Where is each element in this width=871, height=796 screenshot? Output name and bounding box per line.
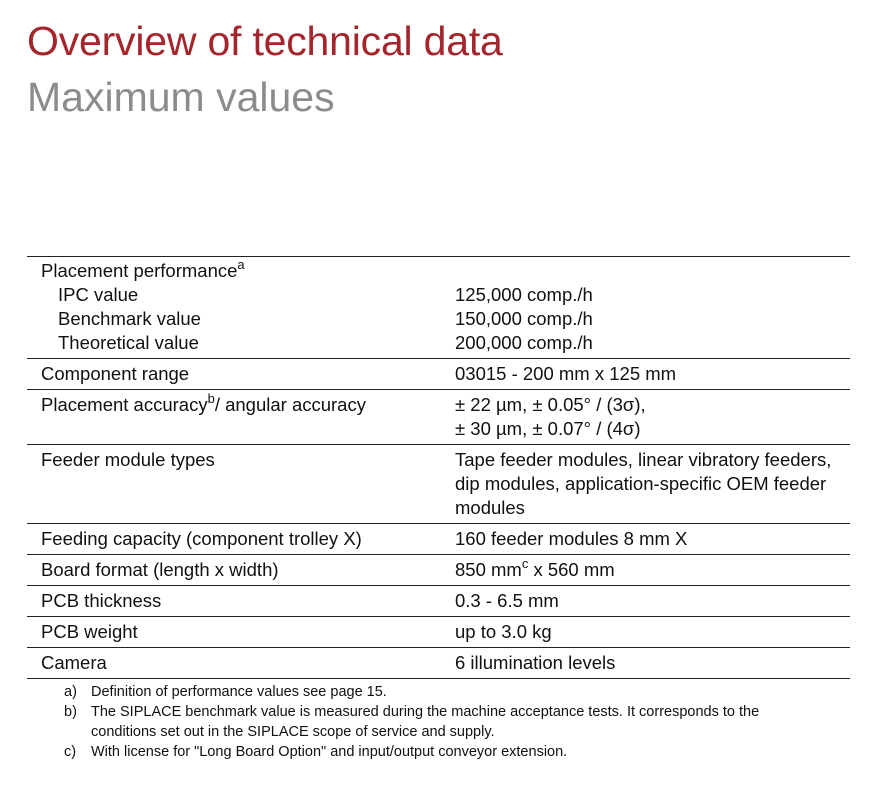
- spec-label-suffix: / angular accuracy: [214, 394, 366, 415]
- footnote-mark: a): [64, 684, 77, 700]
- spec-value: Tape feeder modules, linear vibratory feeders, dip modules, application-specific OEM feeder modules: [455, 449, 832, 518]
- footnote-item: [64, 742, 824, 762]
- spec-row-feeder-types: [27, 445, 850, 524]
- footnotes: [64, 682, 824, 762]
- footnote-text: With license for "Long Board Option" and input/output conveyor extension.: [91, 744, 568, 760]
- spec-label: Component range: [41, 363, 190, 384]
- spec-row-feeding-capacity: [27, 524, 850, 555]
- spec-label: Feeding capacity (component trolley X): [41, 528, 362, 549]
- footnote-mark: b): [64, 704, 77, 720]
- spec-row-ipc: [27, 283, 850, 307]
- spec-value: 200,000 comp./h: [455, 332, 593, 353]
- page-title: Overview of technical data: [27, 18, 503, 64]
- spec-label: Placement accuracy: [41, 394, 208, 415]
- spec-value: 160 feeder modules 8 mm X: [455, 528, 688, 549]
- spec-label: Camera: [41, 652, 107, 673]
- spec-value: 125,000 comp./h: [455, 284, 593, 305]
- footnote-item: [64, 682, 824, 702]
- spec-label: IPC value: [58, 284, 139, 305]
- footnote-text: The SIPLACE benchmark value is measured during the machine acceptance tests. It corresponds to the conditions set out in the SIPLACE scope of service and supply.: [91, 704, 760, 740]
- spec-row-component-range: [27, 359, 850, 390]
- page-subtitle: Maximum values: [27, 74, 335, 120]
- footnote-ref: a: [237, 257, 245, 272]
- spec-value: 850 mm: [455, 559, 522, 580]
- spec-row-pcb-weight: [27, 617, 850, 648]
- spec-label: Feeder module types: [41, 449, 215, 470]
- spec-table: [27, 256, 850, 679]
- footnote-ref: c: [521, 556, 529, 571]
- spec-value: ± 22 µm, ± 0.05° / (3σ),: [455, 394, 646, 415]
- spec-label: Theoretical value: [58, 332, 199, 353]
- spec-row-theoretical: [27, 331, 850, 359]
- spec-value: 6 illumination levels: [455, 652, 616, 673]
- spec-value: ± 30 µm, ± 0.07° / (4σ): [455, 418, 641, 439]
- spec-value: up to 3.0 kg: [455, 621, 552, 642]
- spec-row-benchmark: [27, 307, 850, 331]
- spec-value: 03015 - 200 mm x 125 mm: [455, 363, 677, 384]
- spec-label: Placement performance: [41, 260, 238, 281]
- spec-row-accuracy: [27, 390, 850, 445]
- spec-label: Benchmark value: [58, 308, 201, 329]
- spec-row-board-format: [27, 555, 850, 586]
- spec-row-performance: [27, 257, 850, 284]
- spec-value: 0.3 - 6.5 mm: [455, 590, 559, 611]
- footnote-mark: c): [64, 744, 77, 760]
- spec-row-camera: [27, 648, 850, 679]
- spec-label: Board format (length x width): [41, 559, 279, 580]
- spec-label: PCB weight: [41, 621, 138, 642]
- spec-label: PCB thickness: [41, 590, 162, 611]
- spec-row-pcb-thickness: [27, 586, 850, 617]
- spec-value-suffix: x 560 mm: [528, 559, 615, 580]
- footnote-ref: b: [207, 391, 215, 406]
- footnote-text: Definition of performance values see page 15.: [91, 684, 387, 700]
- footnote-item: [64, 702, 824, 742]
- spec-value: 150,000 comp./h: [455, 308, 593, 329]
